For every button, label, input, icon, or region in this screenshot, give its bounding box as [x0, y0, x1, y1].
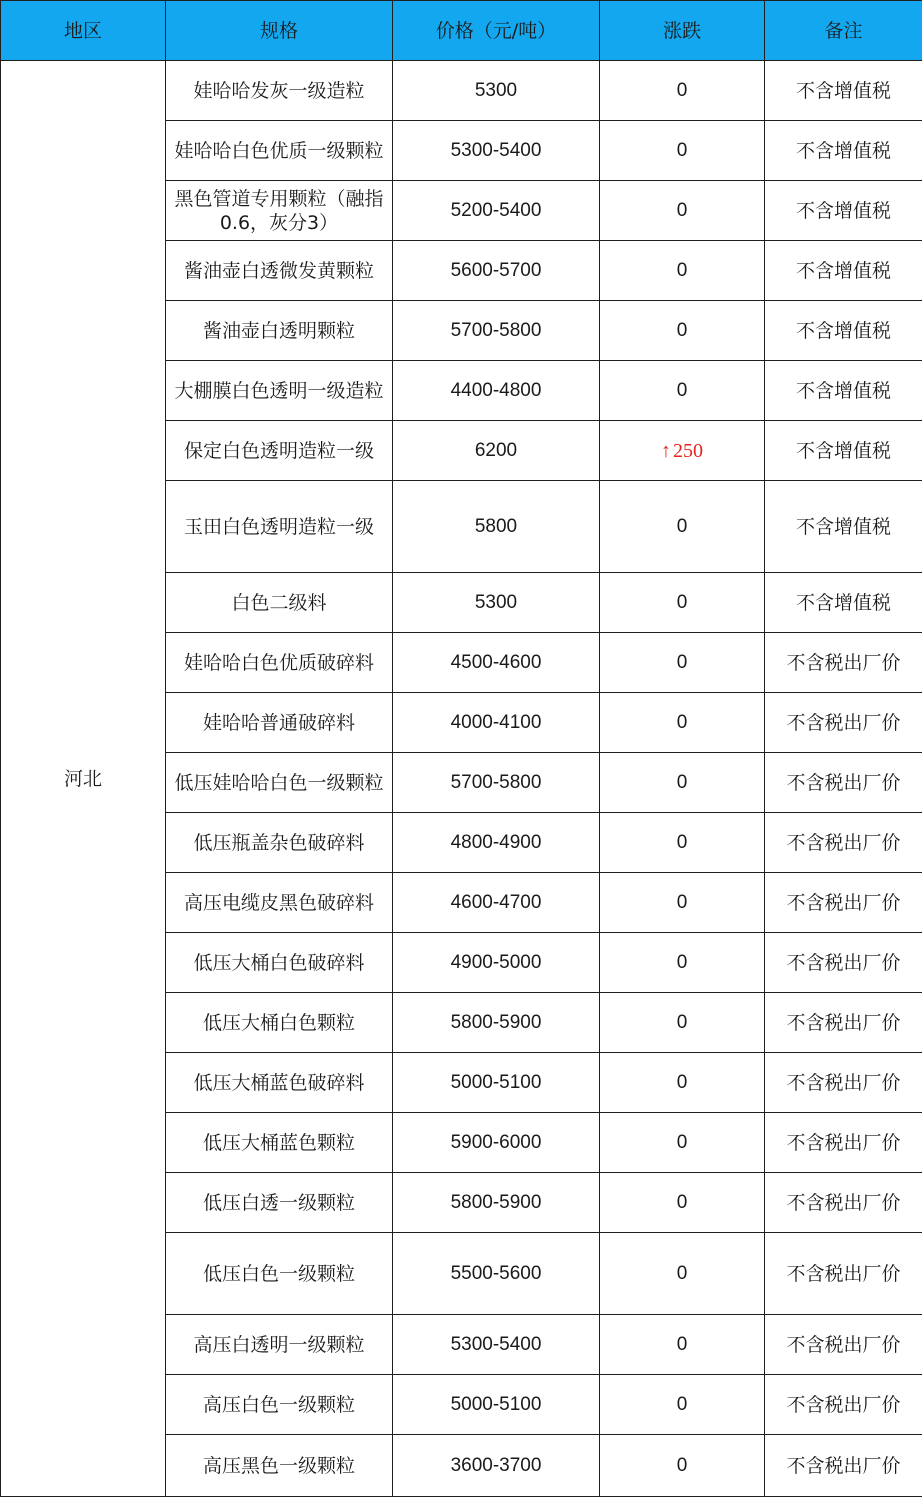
note-cell: 不含税出厂价 — [765, 1233, 922, 1315]
note-cell: 不含税出厂价 — [765, 753, 922, 813]
change-cell: 0 — [600, 241, 765, 301]
note-cell: 不含增值税 — [765, 121, 922, 181]
price-cell: 5800 — [393, 481, 600, 573]
table-row — [1, 61, 922, 121]
region-cell: 河北 — [1, 61, 166, 1497]
header-change: 涨跌 — [600, 1, 765, 61]
change-cell: 0 — [600, 1053, 765, 1113]
spec-cell: 黑色管道专用颗粒（融指0.6，灰分3） — [166, 181, 393, 241]
change-cell: 0 — [600, 873, 765, 933]
spec-cell: 高压白色一级颗粒 — [166, 1375, 393, 1435]
price-cell: 5000-5100 — [393, 1053, 600, 1113]
note-cell: 不含税出厂价 — [765, 993, 922, 1053]
change-cell: 0 — [600, 753, 765, 813]
note-cell: 不含税出厂价 — [765, 1053, 922, 1113]
price-cell: 5700-5800 — [393, 753, 600, 813]
note-cell: 不含税出厂价 — [765, 1435, 922, 1497]
spec-cell: 娃哈哈发灰一级造粒 — [166, 61, 393, 121]
price-cell: 5300 — [393, 61, 600, 121]
change-cell — [600, 421, 765, 481]
price-cell: 5600-5700 — [393, 241, 600, 301]
spec-cell: 高压黑色一级颗粒 — [166, 1435, 393, 1497]
price-cell: 4000-4100 — [393, 693, 600, 753]
price-cell: 6200 — [393, 421, 600, 481]
spec-cell: 低压大桶蓝色破碎料 — [166, 1053, 393, 1113]
change-cell: 0 — [600, 1375, 765, 1435]
change-cell: 0 — [600, 1173, 765, 1233]
price-cell: 4600-4700 — [393, 873, 600, 933]
price-cell: 4500-4600 — [393, 633, 600, 693]
header-price: 价格（元/吨） — [393, 1, 600, 61]
note-cell: 不含增值税 — [765, 481, 922, 573]
change-cell: 0 — [600, 993, 765, 1053]
header-spec: 规格 — [166, 1, 393, 61]
note-cell: 不含增值税 — [765, 421, 922, 481]
spec-cell: 保定白色透明造粒一级 — [166, 421, 393, 481]
price-cell: 5200-5400 — [393, 181, 600, 241]
change-cell: 0 — [600, 573, 765, 633]
price-cell: 5300-5400 — [393, 1315, 600, 1375]
spec-cell: 高压电缆皮黑色破碎料 — [166, 873, 393, 933]
price-cell: 4400-4800 — [393, 361, 600, 421]
note-cell: 不含税出厂价 — [765, 813, 922, 873]
note-cell: 不含税出厂价 — [765, 1113, 922, 1173]
change-cell: 0 — [600, 933, 765, 993]
note-cell: 不含增值税 — [765, 61, 922, 121]
change-cell: 0 — [600, 693, 765, 753]
note-cell: 不含税出厂价 — [765, 1173, 922, 1233]
up-arrow-icon: ↑ — [661, 439, 671, 463]
note-cell: 不含增值税 — [765, 301, 922, 361]
change-cell: 0 — [600, 1113, 765, 1173]
spec-cell: 低压白透一级颗粒 — [166, 1173, 393, 1233]
change-value: 250 — [673, 440, 703, 462]
spec-cell: 低压大桶白色破碎料 — [166, 933, 393, 993]
spec-cell: 低压大桶蓝色颗粒 — [166, 1113, 393, 1173]
note-cell: 不含税出厂价 — [765, 633, 922, 693]
change-cell: 0 — [600, 1435, 765, 1497]
table-body — [1, 61, 922, 1497]
spec-cell: 高压白透明一级颗粒 — [166, 1315, 393, 1375]
note-cell: 不含税出厂价 — [765, 693, 922, 753]
price-cell: 5000-5100 — [393, 1375, 600, 1435]
spec-cell: 低压娃哈哈白色一级颗粒 — [166, 753, 393, 813]
note-cell: 不含税出厂价 — [765, 1315, 922, 1375]
spec-cell: 酱油壶白透明颗粒 — [166, 301, 393, 361]
note-cell: 不含增值税 — [765, 241, 922, 301]
change-cell: 0 — [600, 481, 765, 573]
price-cell: 5300-5400 — [393, 121, 600, 181]
spec-cell: 酱油壶白透微发黄颗粒 — [166, 241, 393, 301]
spec-cell: 低压瓶盖杂色破碎料 — [166, 813, 393, 873]
price-cell: 5300 — [393, 573, 600, 633]
header-row — [1, 1, 922, 61]
spec-cell: 娃哈哈普通破碎料 — [166, 693, 393, 753]
spec-cell: 玉田白色透明造粒一级 — [166, 481, 393, 573]
spec-cell: 大棚膜白色透明一级造粒 — [166, 361, 393, 421]
price-cell: 5800-5900 — [393, 993, 600, 1053]
change-up-value — [661, 440, 703, 462]
note-cell: 不含税出厂价 — [765, 1375, 922, 1435]
price-cell: 5800-5900 — [393, 1173, 600, 1233]
header-region: 地区 — [1, 1, 166, 61]
note-cell: 不含增值税 — [765, 181, 922, 241]
change-cell: 0 — [600, 121, 765, 181]
spec-cell: 娃哈哈白色优质一级颗粒 — [166, 121, 393, 181]
change-cell: 0 — [600, 301, 765, 361]
change-cell: 0 — [600, 633, 765, 693]
note-cell: 不含税出厂价 — [765, 933, 922, 993]
note-cell: 不含税出厂价 — [765, 873, 922, 933]
change-cell: 0 — [600, 61, 765, 121]
price-cell: 5900-6000 — [393, 1113, 600, 1173]
change-cell: 0 — [600, 181, 765, 241]
spec-cell: 白色二级料 — [166, 573, 393, 633]
price-cell: 5500-5600 — [393, 1233, 600, 1315]
price-cell: 4800-4900 — [393, 813, 600, 873]
spec-cell: 娃哈哈白色优质破碎料 — [166, 633, 393, 693]
header-note: 备注 — [765, 1, 922, 61]
change-cell: 0 — [600, 361, 765, 421]
change-cell: 0 — [600, 1233, 765, 1315]
spec-cell: 低压大桶白色颗粒 — [166, 993, 393, 1053]
price-cell: 5700-5800 — [393, 301, 600, 361]
note-cell: 不含增值税 — [765, 361, 922, 421]
table-header — [1, 1, 922, 61]
change-cell: 0 — [600, 813, 765, 873]
note-cell: 不含增值税 — [765, 573, 922, 633]
price-cell: 3600-3700 — [393, 1435, 600, 1497]
price-cell: 4900-5000 — [393, 933, 600, 993]
change-cell: 0 — [600, 1315, 765, 1375]
spec-cell: 低压白色一级颗粒 — [166, 1233, 393, 1315]
